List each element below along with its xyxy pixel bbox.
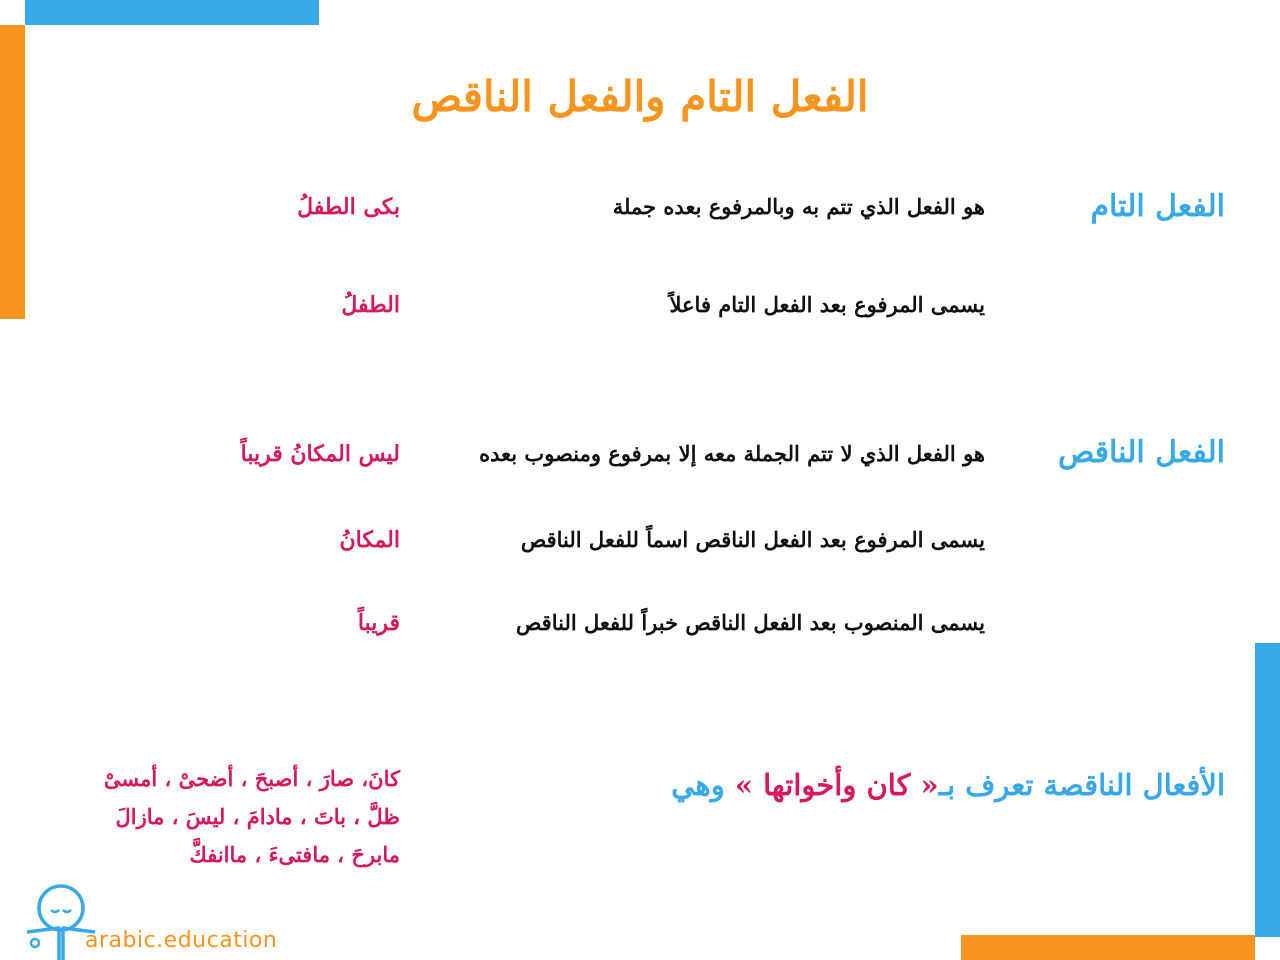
sisters-line: كانَ، صارَ ، أصبحَ ، أضحىْ ، أمسىْ [103,766,400,791]
complete-verb-example: بكى الطفلُ [297,194,400,220]
incomplete-verb-noun-note: يسمى المرفوع بعد الفعل الناقص اسماً للفعل الناقص [520,527,985,552]
brand-logo [25,880,295,960]
incomplete-verb-example: ليس المكانُ قريباً [240,441,400,467]
sisters-intro [671,760,1225,810]
complete-verb-subject-example: الطفلُ [341,292,400,318]
incomplete-verb-definition: هو الفعل الذي لا تتم الجملة معه إلا بمرفوع ومنصوب بعده [479,441,985,466]
incomplete-verb-noun-example: المكانُ [339,527,400,553]
bottom-orange-bar [961,935,1255,960]
sisters-line: ظلَّ ، باتَ ، مادامَ ، ليسَ ، مازالَ [115,804,400,829]
sisters-line: مابرحَ ، مافتىءَ ، ماانفكَّ [189,842,400,867]
sisters-intro-highlight: « كان وأخواتها » [734,768,939,802]
right-blue-bar [1255,643,1280,937]
top-blue-bar [25,0,319,25]
complete-verb-definition: هو الفعل الذي تتم به وبالمرفوع بعده جملة [612,194,985,219]
incomplete-verb-term: الفعل الناقص [1057,435,1225,470]
sisters-intro-after: وهي [671,768,725,802]
sisters-intro-before: الأفعال الناقصة تعرف بـ [938,768,1225,802]
incomplete-verb-predicate-example: قريباً [357,610,400,636]
complete-verb-term: الفعل التام [1090,189,1225,224]
page-title: الفعل التام والفعل الناقص [411,72,869,121]
brand-logo-text: arabic.education [85,928,278,953]
complete-verb-subject-note: يسمى المرفوع بعد الفعل التام فاعلاً [669,292,985,317]
sisters-list [104,760,400,874]
incomplete-verb-predicate-note: يسمى المنصوب بعد الفعل الناقص خبراً للفعل الناقص [515,610,985,635]
